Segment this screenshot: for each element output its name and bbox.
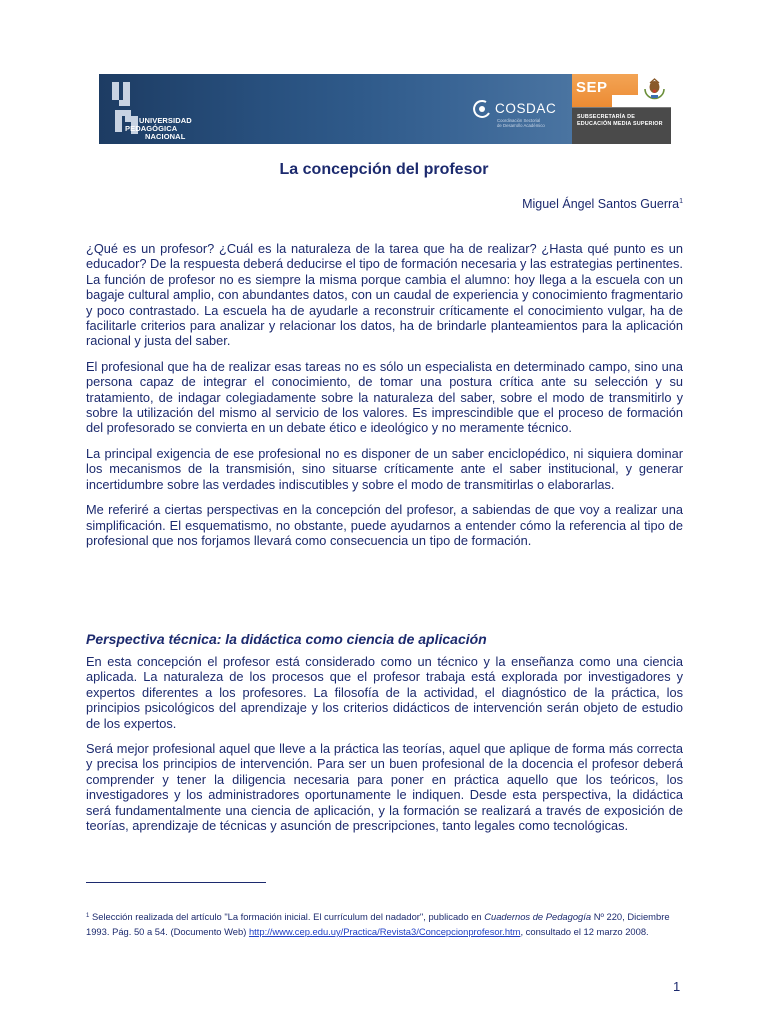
sep-block (572, 74, 638, 107)
subsec-line-1: SUBSECRETARÍA DE (577, 114, 636, 120)
footnote-journal: Cuadernos de Pedagogía (484, 911, 592, 922)
document-title: La concepción del profesor (279, 161, 489, 178)
author-footnote-marker: 1 (679, 198, 683, 205)
paragraph-1: ¿Qué es un profesor? ¿Cuál es la naturaleza de la tarea que ha de realizar? ¿Hasta qué punto es un educador? De la respuesta deberá deducirse el tipo de formación necesaria y las estrategias pertinentes. La función de profesor no es siempre la misma porque cambia el alumno: hoy llega a la escuela con un bagaje cultural amplio, con abundantes datos, con un caudal de experiencia y conocimiento fragmentario y poco contrastado. La escuela ha de ayudarle a reconstruir críticamente el conocimiento vulgar, ha de facilitarle criterios para analizar y relacionar los datos, ha de brindarle planteamientos para la aplicación racional y justa del saber. (86, 241, 683, 349)
footnote-text-2: Nº 220, Diciembre 1993. Pág. 50 a 54. (Documento Web) (86, 911, 670, 937)
cosdac-sub-line-1: Coordinación Sectorial (497, 118, 541, 123)
upn-line-3: NACIONAL (145, 132, 186, 141)
cosdac-subtitle (497, 118, 545, 128)
subsecretaria-label (577, 114, 663, 128)
cosdac-name: COSDAC (495, 101, 557, 116)
mexico-shield-icon (641, 77, 668, 104)
header-banner (99, 74, 671, 144)
intro-body (86, 241, 683, 558)
shield-box (638, 74, 671, 107)
footnote-text-1: Selección realizada del artículo "La formación inicial. El currículum del nadador", publicado en (89, 911, 485, 922)
banner-right (572, 74, 671, 144)
paragraph-2: El profesional que ha de realizar esas tareas no es sólo un especialista en determinado campo, sino una persona capaz de integrar el conocimiento, de tomar una postura crítica ante su selección y su tratamiento, de indagar colegiadamente sobre la naturaleza del saber, sobre el modo de transmitirlo y sobre la utilización del mismo al servicio de los valores. Es imprescindible que el proceso de formación del profesorado se convierta en un debate ético e ideológico y no meramente técnico. (86, 358, 683, 436)
page-number: 1 (673, 979, 681, 994)
paragraph-3: La principal exigencia de ese profesional no es disponer de un saber enciclopédico, ni siquiera dominar los mecanismos de la transmisión, sino situarse críticamente ante el saber institucional, y generar incertidumbre sobre las verdades indiscutibles y sobre el modo de transmitirlas o elaborarlas. (86, 445, 683, 492)
footnote-rule (86, 882, 266, 883)
upn-line-2: PEDAGÓGICA (125, 124, 178, 133)
cosdac-sub-line-2: de Desarrollo Académico (497, 123, 545, 129)
section-heading: Perspectiva técnica: la didáctica como ciencia de aplicación (86, 631, 487, 647)
paragraph-4: Me referiré a ciertas perspectivas en la concepción del profesor, a sabiendas de que voy a realizar una simplificación. El esquematismo, no obstante, puede ayudarnos a entender cómo la referencia al tipo de profesional que nos forjamos llevará como consecuencia un tipo de formación. (86, 502, 683, 548)
footnote-text-3: , consultado el 12 marzo 2008. (520, 925, 649, 937)
upn-name (125, 116, 192, 141)
sep-logo-text: SEP (576, 79, 608, 96)
footnote-marker: 1 (86, 913, 90, 919)
banner-left (99, 74, 572, 144)
author-line (522, 197, 683, 211)
sep-divider (572, 107, 671, 108)
author-name: Miguel Ángel Santos Guerra (522, 197, 680, 211)
section-paragraph-2: Será mejor profesional aquel que lleve a la práctica las teorías, aquel que aplique de forma más correcta y precisa los principios de intervención. Para ser un buen profesional de la docencia el profesor deberá comprender y tener la diligencia necesaria para poner en práctica aquello que los teóricos, los investigadores y los administradores oportunamente le indiquen. Desde esta perspectiva, la didáctica será fundamentalmente una ciencia de aplicación, y la formación se realizará a través de exposición de teorías, aprendizaje de técnicas y asunción de prescripciones, tanto legales como tecnológicas. (86, 741, 683, 834)
section-paragraph-1: En esta concepción el profesor está considerado como un técnico y la enseñanza como una ciencia aplicada. La naturaleza de los procesos que el profesor trabaja está explorada por investigadores y expertos diferentes a los profesores. La filosofía de la actividad, el diagnóstico de la práctica, los principios psicológicos del aprendizaje y los criterios didácticos de intervención serán objeto de estudio de los expertos. (86, 654, 683, 731)
sep-tab (612, 95, 638, 107)
cosdac-logo-icon (471, 98, 493, 120)
footnote-link[interactable]: http://www.cep.edu.uy/Practica/Revista3/Concepcionprofesor.htm (248, 925, 521, 937)
subsec-line-2: EDUCACIÓN MEDIA SUPERIOR (577, 121, 663, 127)
footnote (86, 911, 685, 938)
section-body (86, 654, 683, 843)
upn-line-1: UNIVERSIDAD (139, 116, 192, 125)
